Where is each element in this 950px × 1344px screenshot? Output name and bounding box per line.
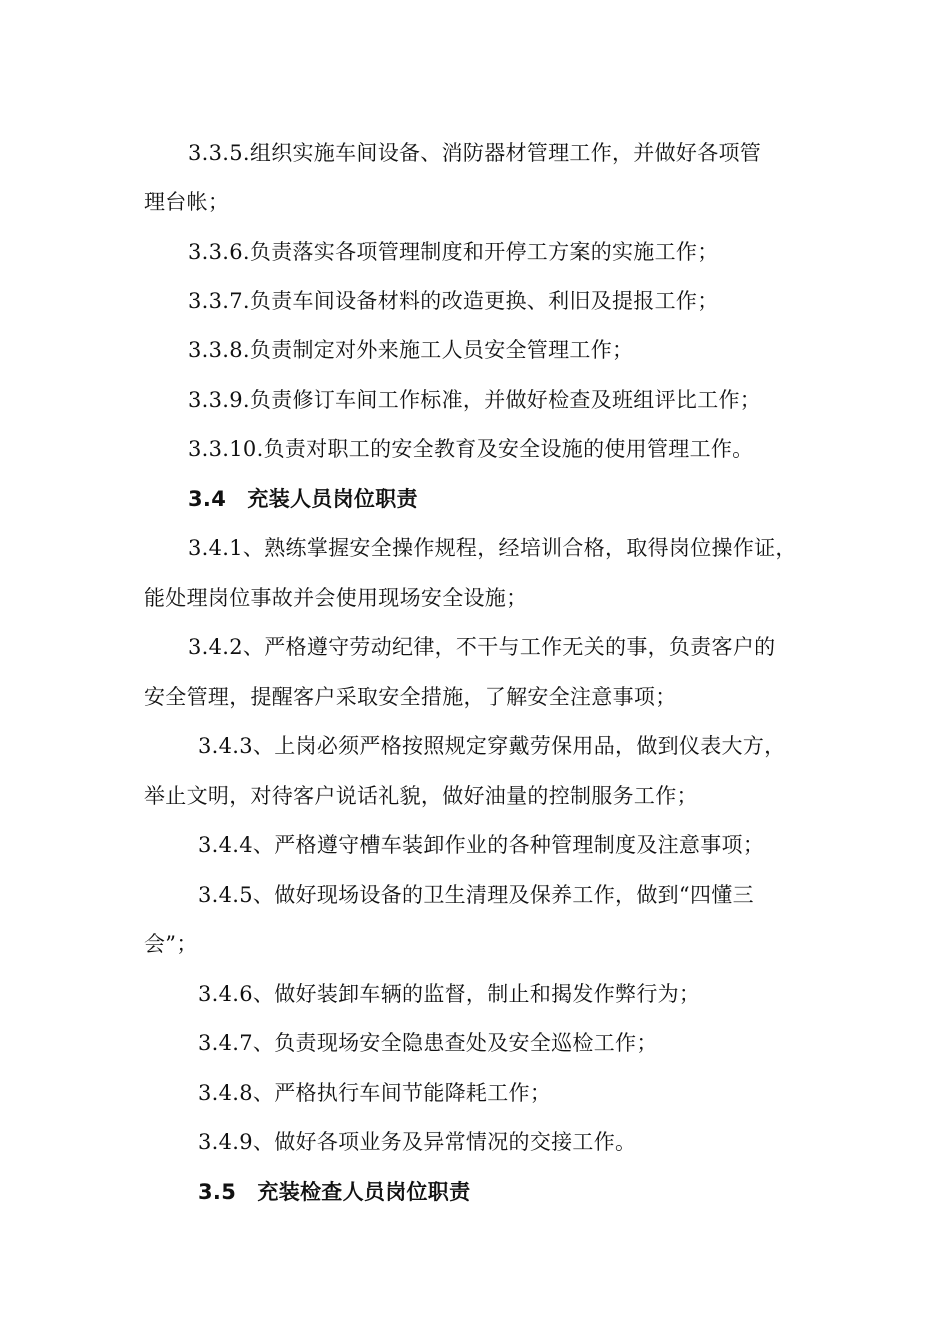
paragraph-line: 3.3.5.组织实施车间设备、消防器材管理工作，并做好各项管	[188, 141, 762, 165]
paragraph-line: 3.3.6.负责落实各项管理制度和开停工方案的实施工作；	[188, 240, 719, 264]
paragraph-line: 能处理岗位事故并会使用现场安全设施；	[144, 586, 528, 610]
paragraph-line: 3.4.4、严格遵守槽车装卸作业的各种管理制度及注意事项；	[198, 833, 765, 857]
paragraph-line: 安全管理，提醒客户采取安全措施，了解安全注意事项；	[144, 685, 677, 709]
paragraph-line: 3.4.9、做好各项业务及异常情况的交接工作。	[198, 1130, 637, 1154]
paragraph-line: 3.3.10.负责对职工的安全教育及安全设施的使用管理工作。	[188, 437, 754, 461]
paragraph-line: 3.4.7、负责现场安全隐患查处及安全巡检工作；	[198, 1031, 658, 1055]
paragraph-line: 3.4.1、熟练掌握安全操作规程，经培训合格，取得岗位操作证，	[188, 536, 797, 560]
paragraph-line: 3.4.2、严格遵守劳动纪律，不干与工作无关的事，负责客户的	[188, 635, 776, 659]
paragraph-line: 3.3.7.负责车间设备材料的改造更换、利旧及提报工作；	[188, 289, 719, 313]
paragraph-line: 理台帐；	[144, 190, 230, 214]
paragraph-line: 3.4.8、严格执行车间节能降耗工作；	[198, 1081, 552, 1105]
section-heading: 3.4 充装人员岗位职责	[188, 487, 418, 511]
paragraph-line: 3.4.5、做好现场设备的卫生清理及保养工作，做到“四懂三	[198, 883, 754, 907]
paragraph-line: 3.4.6、做好装卸车辆的监督，制止和揭发作弊行为；	[198, 982, 701, 1006]
paragraph-line: 3.3.9.负责修订车间工作标准，并做好检查及班组评比工作；	[188, 388, 762, 412]
paragraph-line: 3.4.3、上岗必须严格按照规定穿戴劳保用品，做到仪表大方，	[198, 734, 786, 758]
paragraph-line: 3.3.8.负责制定对外来施工人员安全管理工作；	[188, 338, 634, 362]
section-heading: 3.5 充装检查人员岗位职责	[198, 1180, 471, 1204]
paragraph-line: 会”；	[144, 932, 198, 956]
paragraph-line: 举止文明，对待客户说话礼貌，做好油量的控制服务工作；	[144, 784, 698, 808]
